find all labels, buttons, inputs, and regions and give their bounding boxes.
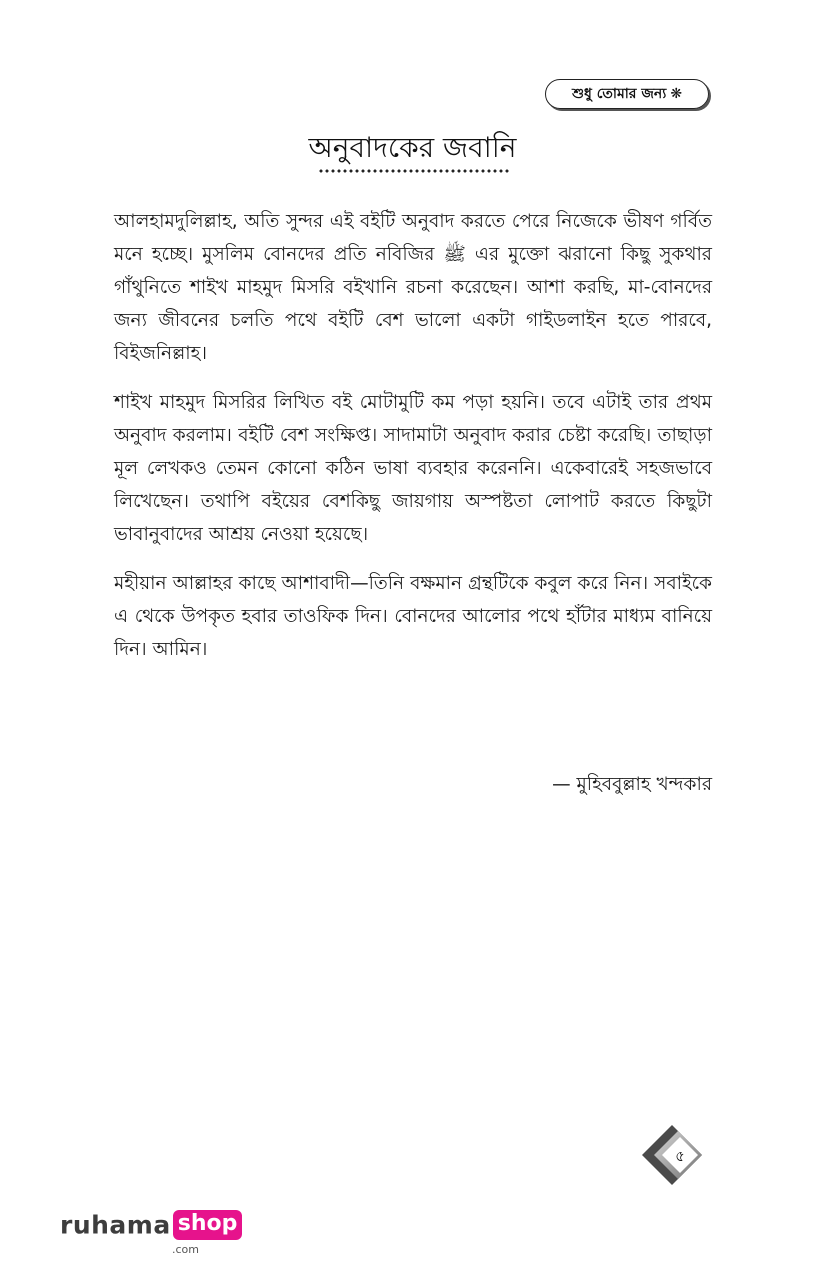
asterisk-flower-icon: ❋ <box>670 86 683 102</box>
header-badge-text: শুধু তোমার জন্য <box>571 86 667 102</box>
diamond-icon <box>642 1125 702 1185</box>
title-dotted-underline <box>318 168 510 178</box>
ruhamashop-logo <box>60 1210 242 1260</box>
paragraph: আলহামদুলিল্লাহ, অতি সুন্দর এই বইটি অনুবাদ করতে পেরে নিজেকে ভীষণ গর্বিত মনে হচ্ছে। মুসলিম বোনদের প্রতি নবিজির ﷺ এর মুক্তো ঝরানো কিছু সুকথার গাঁথুনিতে শাইখ মাহমুদ মিসরি বইখানি রচনা করেছেন। আশা করছি, মা-বোনদের জন্য জীবনের চলতি পথে বইটি বেশ ভালো একটা গাইডলাইন হতে পারবে, বিইজনিল্লাহ। <box>114 211 712 364</box>
header-badge <box>545 79 709 109</box>
translator-signature: — মুহিববুল্লাহ খন্দকার <box>552 774 712 795</box>
body-text <box>114 205 712 682</box>
logo-brand-right: shop <box>173 1210 243 1240</box>
page-title: অনুবাদকের জবানি <box>308 131 517 164</box>
page-number: ৫ <box>675 1147 685 1165</box>
page-number-marker <box>642 1125 702 1185</box>
logo-brand-left: ruhama <box>60 1210 171 1240</box>
logo-brand-suffix: .com <box>172 1243 199 1256</box>
paragraph: শাইখ মাহমুদ মিসরির লিখিত বই মোটামুটি কম পড়া হয়নি। তবে এটাই তার প্রথম অনুবাদ করলাম। বইটি বেশ সংক্ষিপ্ত। সাদামাটা অনুবাদ করার চেষ্টা করেছি। তাছাড়া মূল লেখকও তেমন কোনো কঠিন ভাষা ব্যবহার করেননি। একেবারেই সহজভাবে লিখেছেন। তথাপি বইয়ের বেশকিছু জায়গায় অস্পষ্টতা লোপাট করতে কিছুটা ভাবানুবাদের আশ্রয় নেওয়া হয়েছে। <box>114 392 712 545</box>
paragraph: মহীয়ান আল্লাহর কাছে আশাবাদী—তিনি বক্ষমান গ্রন্থটিকে কবুল করে নিন। সবাইকে এ থেকে উপকৃত হবার তাওফিক দিন। বোনদের আলোর পথে হাঁটার মাধ্যম বানিয়ে দিন। আমিন। <box>114 573 712 660</box>
